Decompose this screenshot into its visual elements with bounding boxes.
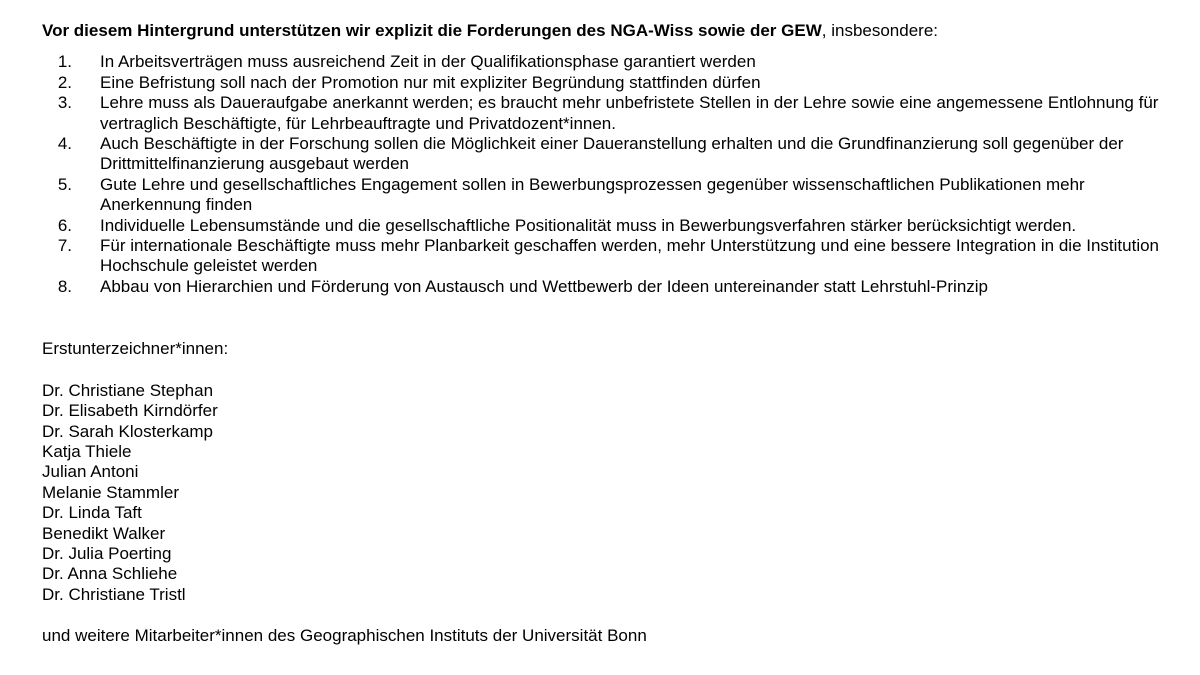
- demand-text: Für internationale Beschäftigte muss mehr Planbarkeit geschaffen werden, mehr Unterstützung und eine bessere Integration in die Institution Hochschule geleistet werden: [100, 236, 1160, 276]
- demand-number: 6.: [57, 215, 72, 235]
- closing-line: und weitere Mitarbeiter*innen des Geographischen Instituts der Universität Bonn: [42, 626, 647, 646]
- demand-number: 1.: [57, 52, 72, 72]
- signer-name: Julian Antoni: [42, 462, 139, 482]
- demand-text: In Arbeitsverträgen muss ausreichend Zeit in der Qualifikationsphase garantiert werden: [100, 52, 756, 72]
- intro-paragraph: [42, 21, 1182, 41]
- demand-text: Gute Lehre und gesellschaftliches Engagement sollen in Bewerbungsprozessen gegenüber wissenschaftlichen Publikationen mehr Anerkennung finden: [100, 174, 1085, 215]
- demand-item: [42, 175, 1182, 216]
- demand-text: Eine Befristung soll nach der Promotion nur mit expliziter Begründung stattfinden dürfen: [100, 72, 761, 92]
- signer-name: Dr. Sarah Klosterkamp: [42, 421, 214, 441]
- demand-number: 3.: [57, 93, 72, 113]
- demand-text: Individuelle Lebensumstände und die gesellschaftliche Positionalität muss in Bewerbungsverfahren stärker berücksichtigt werden.: [100, 215, 1077, 235]
- intro-bold-text: Vor diesem Hintergrund unterstützen wir explizit die Forderungen des NGA-Wiss sowie der GEW: [42, 21, 822, 40]
- demand-number: 2.: [57, 72, 72, 92]
- document-page: [42, 21, 1182, 647]
- demand-number: 8.: [57, 276, 72, 296]
- demand-item: [42, 236, 1182, 277]
- demand-text: Abbau von Hierarchien und Förderung von Austausch und Wettbewerb der Ideen untereinander statt Lehrstuhl-Prinzip: [100, 276, 989, 296]
- demand-number: 7.: [57, 236, 72, 256]
- demand-number: 5.: [57, 174, 72, 194]
- signer-name: Melanie Stammler: [42, 482, 179, 502]
- signer-name: Dr. Linda Taft: [42, 503, 142, 523]
- demand-item: [42, 73, 1182, 93]
- signer-name: Dr. Christiane Tristl: [42, 584, 186, 604]
- signer-name: Dr. Julia Poerting: [42, 543, 172, 563]
- signer-name: Dr. Anna Schliehe: [42, 564, 178, 584]
- demand-item: [42, 277, 1182, 297]
- demand-number: 4.: [57, 134, 72, 154]
- demand-item: [42, 93, 1182, 134]
- signers-list: [42, 381, 1182, 605]
- signer-name: Katja Thiele: [42, 441, 132, 461]
- demand-item: [42, 52, 1182, 72]
- demand-text: Lehre muss als Daueraufgabe anerkannt werden; es braucht mehr unbefristete Stellen in der Lehre sowie eine angemessene Entlohnung für vertraglich Beschäftigte, für Lehrbeauftragte und Privatdozent*innen.: [100, 93, 1159, 133]
- intro-rest-text: , insbesondere:: [821, 21, 939, 40]
- demand-text: Auch Beschäftigte in der Forschung sollen die Möglichkeit einer Daueranstellung erhalten und die Grundfinanzierung soll gegenüber der Drittmittelfinanzierung ausgebaut werden: [100, 134, 1124, 174]
- demand-item: [42, 216, 1182, 236]
- signer-name: Dr. Christiane Stephan: [42, 380, 214, 400]
- demand-item: [42, 134, 1182, 175]
- signer-name: Dr. Elisabeth Kirndörfer: [42, 401, 218, 421]
- demands-list: [42, 52, 1182, 297]
- signers-heading: Erstunterzeichner*innen:: [42, 339, 229, 359]
- signer-name: Benedikt Walker: [42, 523, 166, 543]
